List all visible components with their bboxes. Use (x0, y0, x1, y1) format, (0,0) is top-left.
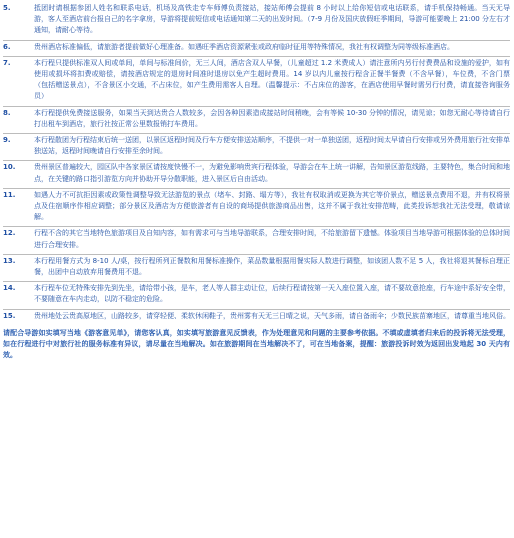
note-item-7 (3, 57, 510, 107)
note-number: 12. (3, 229, 16, 238)
note-number: 15. (3, 311, 16, 320)
note-item-8 (3, 107, 510, 134)
note-number: 10. (3, 163, 16, 172)
feedback-footer-note: 请配合导游如实填写当地《游客意见单》，请您客认真，如实填写旅游意见反馈表，作为处理意见和问题的主要参考依据。不填或虚填者归来后的投诉将无法受理，如在行程进行中对旅行社的服务标准有异议，请尽量在当地解决。如在旅游期间在当地解决不了，可在当地备案，提醒：旅游投诉时效为返回出发地起 30 天内有效。 (3, 328, 510, 360)
note-item-13 (3, 255, 510, 282)
note-number: 8. (3, 108, 11, 117)
note-text: 本行程散团为行程结束后统一送团，以景区返程时间及行车方便安排送站顺序，不提供一对一单独送团，返程时间太早请自行安排或另外费用旅行社安排单独送站，返程时间晚请自行安排至余时间。 (34, 136, 510, 156)
note-number: 13. (3, 256, 16, 265)
note-number: 6. (3, 42, 11, 51)
note-number: 9. (3, 136, 11, 145)
note-item-9 (3, 134, 510, 161)
note-number: 5. (3, 4, 11, 12)
note-item-14 (3, 282, 510, 309)
note-text: 本行程用餐方式为 8-10 人/桌，按行程所列正餐数和用餐标准操作，菜品数量根据用餐实际人数进行调整，如该团人数不足 5 人，我社将退其餐标自理正餐，出团中自动放弃用餐费用不退。 (34, 256, 510, 277)
note-text: 贵州酒店标准偏低，请旅游者提前做好心理准备。如遇旺季酒店资源紧张或政府临时征用等特殊情况，我社有权调整为同等级标准酒店。 (34, 42, 454, 51)
note-item-12 (3, 227, 510, 254)
note-number: 11. (3, 190, 16, 199)
note-text: 如遇人力不可抗拒因素或政策性调整导致无法游览的景点（堵车、封路、塌方等），我社有权取消或更换为其它等价景点，赠送景点费用不退，并有权将景点及住宿顺序作相应调整；部分景区及酒店为方便旅游者有自设的商场提供旅游商品出售，这并不属于我社安排范畴，此类投诉恕我社无法受理，敬请谅解。 (34, 190, 510, 222)
note-number: 14. (3, 284, 16, 293)
note-item-10 (3, 161, 510, 188)
note-number: 7. (3, 58, 11, 67)
note-item-11 (3, 189, 510, 228)
note-text: 贵州地处云贵高原地区，山路较多，请穿轻便、柔软休闲鞋子，贵州雾有天无三日晴之说，天气多雨，请自备雨伞；少数民族苗寨地区，请尊重当地风俗。 (34, 311, 510, 320)
note-text: 贵州景区普遍较大，园区队中各家景区请按度快慢不一，为避免影响贵宾行程体验，导游会在车上统一讲解，告知景区游览线路，主要特色，集合时间和地点，在关键的路口指引游览方向并协助开导分散职能，进入景区后自由活动。 (34, 163, 510, 183)
note-text: 行程不含的其它当地特色旅游项目及自知内容，如有需求可与当地导游联系，合理安排时间，不给旅游留下遗憾。体验项目当地导游可根据体验的总体时间进行合理安排。 (34, 229, 510, 249)
note-item-6 (3, 41, 510, 57)
note-item-5 (3, 2, 510, 41)
note-text: 本行程只提供标准双人间或单间，单间与标准间价，无三人间，酒店含双人早餐，（儿童超过 1.2 米费成人）请注意所内另行付费费品和设施的爱护，如有使用或损坏将扣费或赔偿，请按酒店规定的退房时间准时退房以免产生超时费用。14 岁以内儿童按行程含正餐半餐费（不含早餐），车位费，不含门票（包括赠送景点），不含景区小交通，不占床位，如产生费用需客人自理。（温馨提示：不占床位的游客，在酒店使用早餐时需另行付费，请直接咨询服务员） (34, 58, 510, 101)
note-text: 本行程提供免费接送服务，如果当天到达贵合人数较多，会因各种因素造成接站时间稍晚，会有等候 10-30 分钟的情况，请见谅；如您无耐心等待请自行打出租车到酒店，旅行社按正常公里数报销打车费用。 (34, 108, 510, 128)
note-text: 本行程车位无特殊安排先到先坐，请给带小孩，是车，老人等人群主动让位，后续行程请按第一天入座位置入座，请不要故意抢座，行车途中系好安全带，不要随意在车内走动，以防不稳定的危险。 (34, 284, 510, 304)
note-text: 抵团时请根据参团人姓名和联系电话，机场及高铁走专车师傅负责接站，接站师傅会提前 8 小时以上给你短信或电话联系，请手机保持畅通。当天无导游，客人至酒店前台报自己的名字拿房，导游将提前短信或电话通知第二天的出发时间。（7-9 月份及国庆放假旺季期间，导游可能要晚上 21:00 分左右才通知，请耐心等待。 (34, 4, 510, 35)
note-item-15 (3, 310, 510, 325)
